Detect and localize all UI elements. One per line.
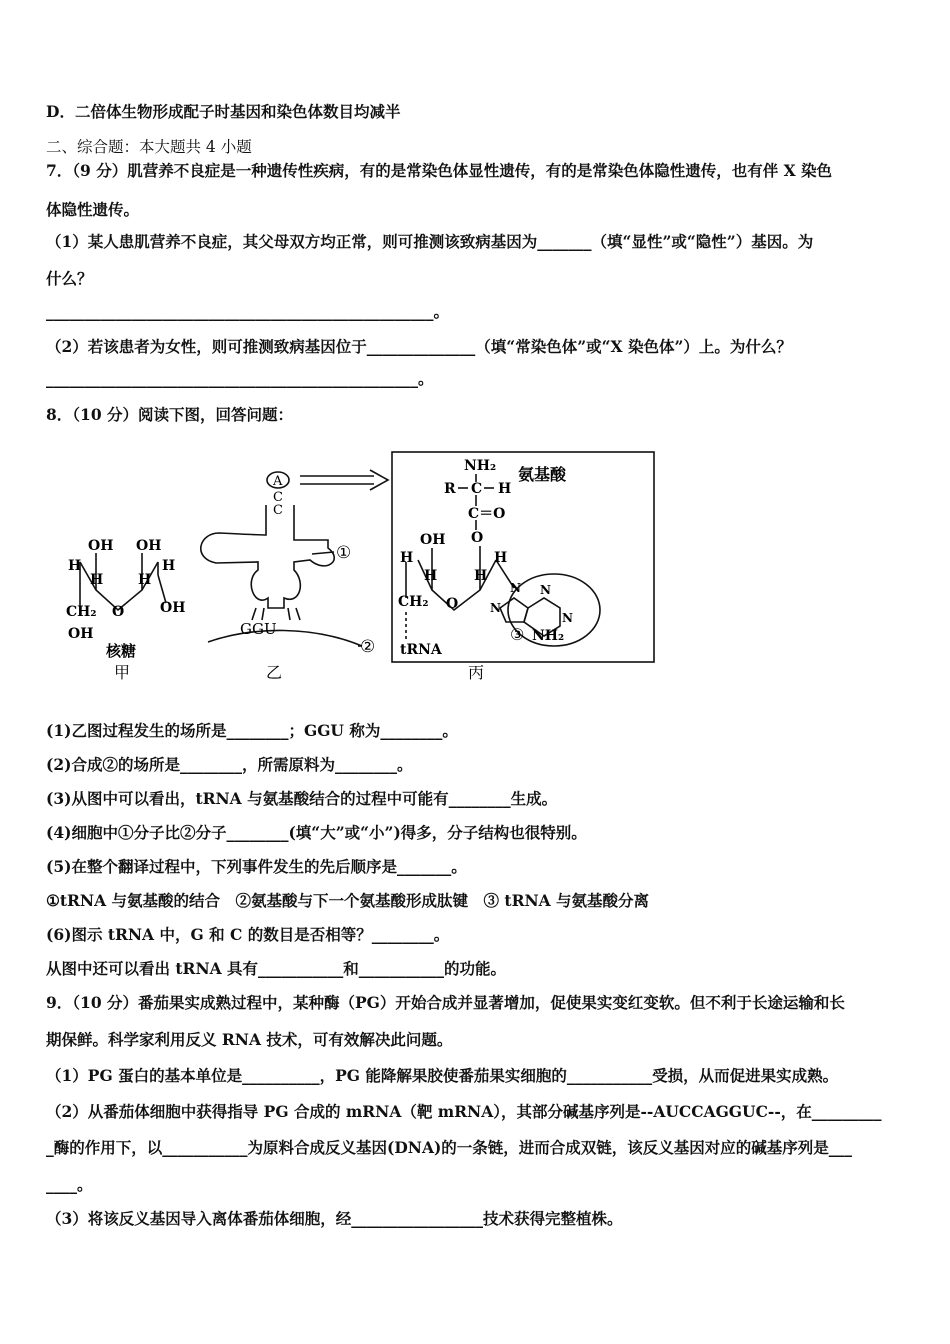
bing-h: H bbox=[498, 481, 512, 497]
bing-oh: OH bbox=[420, 532, 446, 548]
jia-oh4: OH bbox=[68, 626, 94, 642]
q8-sub5-events: ①tRNA 与氨基酸的结合 ②氨基酸与下一个氨基酸形成肽键 ③ tRNA 与氨基酸分离 bbox=[46, 891, 650, 910]
trna-figure bbox=[44, 440, 664, 688]
bing-n1: N bbox=[510, 581, 521, 595]
trna-cloverleaf bbox=[201, 505, 334, 608]
bing-n4: N bbox=[562, 611, 573, 625]
q8-stem: 8．（10 分）阅读下图，回答问题： bbox=[46, 405, 294, 424]
jia-oh3: OH bbox=[160, 600, 186, 616]
bing-n3: N bbox=[490, 601, 501, 615]
bing-ch2: CH₂ bbox=[398, 594, 429, 610]
jia-h4: H bbox=[162, 558, 176, 574]
q9-stem-2: 期保鲜。科学家利用反义 RNA 技术，可有效解决此问题。 bbox=[46, 1030, 453, 1049]
bing-amino: 氨基酸 bbox=[518, 465, 567, 484]
jia-h2: H bbox=[90, 572, 104, 588]
yi-ggu: GGU bbox=[240, 620, 277, 638]
q9-sub2-1: （2）从番茄体细胞中获得指导 PG 合成的 mRNA（靶 mRNA），其部分碱基序列是--AUCCAGGUC--，在_________ bbox=[46, 1102, 882, 1121]
bing-c: C bbox=[471, 481, 483, 497]
yi-c1: C bbox=[273, 490, 283, 505]
q7-sub1-2: 什么？ bbox=[46, 269, 93, 288]
q9-sub1: （1）PG 蛋白的基本单位是__________，PG 能降解果胶使番茄果实细胞的___________受损，从而促进果实成熟。 bbox=[46, 1066, 839, 1085]
jia-oh1: OH bbox=[88, 538, 114, 554]
trna-diagram bbox=[44, 440, 664, 688]
q8-sub1: (1)乙图过程发生的场所是________；GGU 称为________。 bbox=[46, 721, 458, 740]
bing-circ3: ③ bbox=[510, 625, 525, 644]
q9-sub2-3: ____。 bbox=[46, 1175, 93, 1194]
mrna-strand bbox=[208, 630, 362, 646]
q8-sub4: (4)细胞中①分子比②分子________(填“大”或“小”)得多，分子结构也很特别。 bbox=[46, 823, 587, 842]
q8-sub5: (5)在整个翻译过程中，下列事件发生的先后顺序是_______。 bbox=[46, 857, 467, 876]
bing-n2: N bbox=[540, 583, 551, 597]
bing-o-ring: O bbox=[446, 596, 459, 612]
yi-label: 乙 bbox=[266, 663, 283, 682]
q8-sub2: (2)合成②的场所是________，所需原料为________。 bbox=[46, 755, 413, 774]
q7-sub1-blank: __________________________________________________。 bbox=[46, 302, 450, 321]
q8-sub6: (6)图示 tRNA 中，G 和 C 的数目是否相等？________。 bbox=[46, 925, 450, 944]
jia-name: 核糖 bbox=[106, 642, 137, 660]
yi-circ1: ① bbox=[336, 543, 352, 563]
q7-stem-2: 体隐性遗传。 bbox=[46, 200, 140, 219]
option-d: D．二倍体生物形成配子时基因和染色体数目均减半 bbox=[46, 102, 401, 121]
section-heading: 二、综合题：本大题共 4 小题 bbox=[46, 138, 252, 156]
bing-label: 丙 bbox=[468, 663, 485, 682]
bing-nh2: NH₂ bbox=[532, 628, 565, 644]
q8-sub6-2: 从图中还可以看出 tRNA 具有___________和___________的功能。 bbox=[46, 959, 507, 978]
jia-ch2: CH₂ bbox=[66, 604, 97, 620]
yi-circ2: ② bbox=[360, 637, 376, 657]
adenine-ring bbox=[500, 598, 528, 622]
q9-stem-1: 9．（10 分）番茄果实成熟过程中，某种酶（PG）开始合成并显著增加，促使果实变红变软。但不利于长途运输和长 bbox=[46, 993, 845, 1012]
jia-h1: H bbox=[68, 558, 82, 574]
q9-sub3: （3）将该反义基因导入离体番茄体细胞，经_________________技术获得完整植株。 bbox=[46, 1209, 623, 1228]
bing-o-link: O bbox=[471, 530, 484, 546]
yi-a: A bbox=[273, 474, 283, 489]
bing-nh2-top: NH₂ bbox=[464, 458, 497, 474]
bing-trna: tRNA bbox=[400, 642, 442, 658]
q9-sub2-2: _酶的作用下，以___________为原料合成反义基因(DNA)的一条链，进而合成双链，该反义基因对应的碱基序列是___ bbox=[46, 1138, 853, 1157]
jia-oh2: OH bbox=[136, 538, 162, 554]
q7-sub2-blank: ________________________________________________。 bbox=[46, 369, 434, 388]
q8-sub3: (3)从图中可以看出，tRNA 与氨基酸结合的过程中可能有________生成。 bbox=[46, 789, 558, 808]
q7-sub2: （2）若该患者为女性，则可推测致病基因位于______________（填“常染色体”或“X 染色体”）上。为什么？ bbox=[46, 337, 792, 356]
q7-stem-1: 7．（9 分）肌营养不良症是一种遗传性疾病，有的是常染色体显性遗传，有的是常染色体隐性遗传，也有伴 X 染色 bbox=[46, 161, 833, 180]
bing-h3: H bbox=[474, 568, 488, 584]
bing-h4: H bbox=[494, 550, 508, 566]
bing-h1: H bbox=[400, 550, 414, 566]
q7-sub1-1: （1）某人患肌营养不良症，其父母双方均正常，则可推测该致病基因为_______（填“显性”或“隐性”）基因。为 bbox=[46, 232, 814, 251]
bing-r: R bbox=[444, 481, 456, 497]
bing-h2: H bbox=[424, 568, 438, 584]
jia-h3: H bbox=[138, 572, 152, 588]
yi-c2: C bbox=[273, 503, 283, 518]
bing-co: C＝O bbox=[468, 506, 506, 522]
jia-label: 甲 bbox=[114, 663, 131, 682]
jia-o: O bbox=[112, 604, 125, 620]
